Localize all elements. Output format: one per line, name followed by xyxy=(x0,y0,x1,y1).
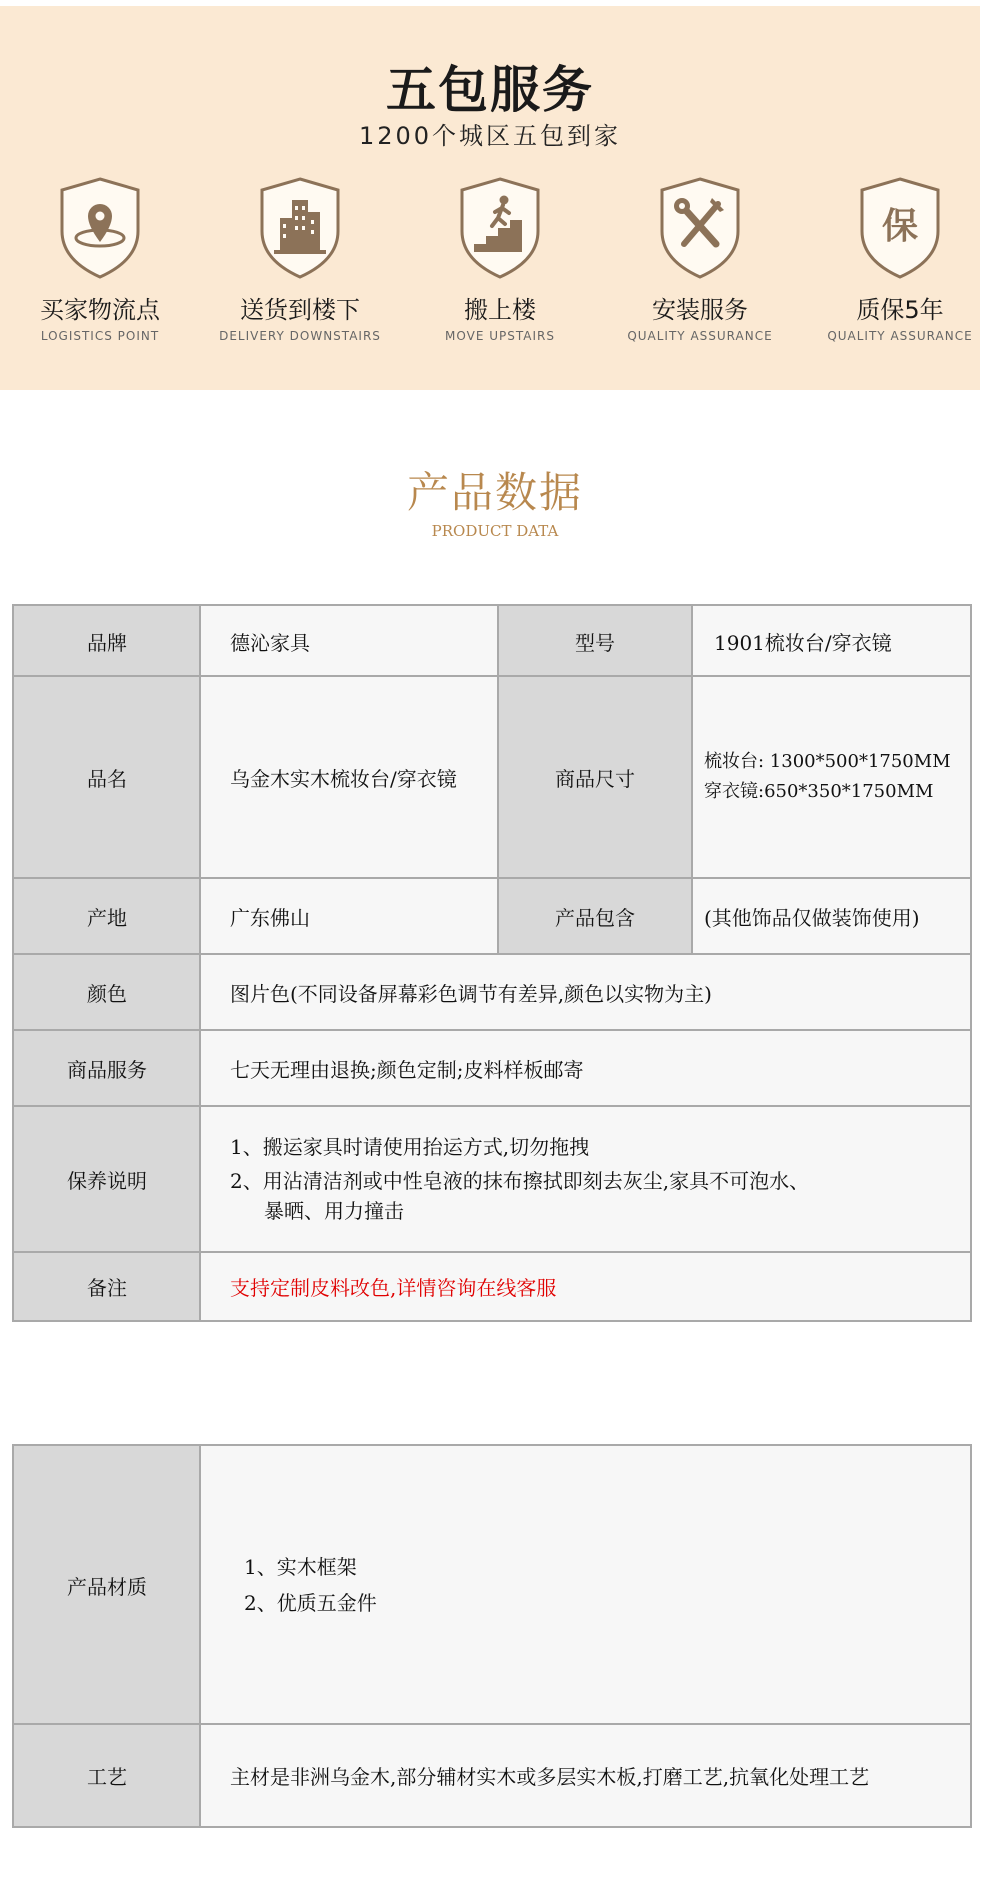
svg-text:保: 保 xyxy=(881,206,919,247)
service-move-upstairs xyxy=(400,176,600,343)
stairs-climber-icon xyxy=(458,176,542,280)
service-warranty xyxy=(800,176,990,343)
brand-value: 德沁家具 xyxy=(200,606,498,676)
service-value: 七天无理由退换;颜色定制;皮料样板邮寄 xyxy=(200,1030,970,1106)
note-label: 备注 xyxy=(14,1252,200,1320)
tools-icon xyxy=(658,176,742,280)
service-sublabel: LOGISTICS POINT xyxy=(40,329,160,343)
care-value xyxy=(200,1106,970,1252)
column-divider xyxy=(199,1446,201,1826)
color-label: 颜色 xyxy=(14,954,200,1030)
includes-value: (其他饰品仅做装饰使用) xyxy=(692,878,970,954)
service-label: 安装服务 xyxy=(652,296,748,324)
row-divider xyxy=(14,877,970,879)
size-line-dresser: 梳妆台: 1300*500*1750MM xyxy=(704,751,951,772)
material-table xyxy=(12,1444,972,1828)
size-line-mirror: 穿衣镜:650*350*1750MM xyxy=(704,781,934,802)
service-label: 送货到楼下 xyxy=(240,296,360,324)
location-pin-icon xyxy=(58,176,142,280)
row-divider xyxy=(14,1105,970,1107)
banner-subtitle: 1200个城区五包到家 xyxy=(358,122,622,150)
origin-value: 广东佛山 xyxy=(200,878,498,954)
spec-table xyxy=(12,604,972,1322)
service-logistics-point xyxy=(0,176,200,343)
model-value: 1901梳妆台/穿衣镜 xyxy=(692,606,970,676)
brand-label: 品牌 xyxy=(14,606,200,676)
five-services-banner xyxy=(0,6,980,390)
includes-label: 产品包含 xyxy=(498,878,692,954)
service-label: 质保5年 xyxy=(856,296,944,324)
material-label: 产品材质 xyxy=(14,1446,200,1724)
origin-label: 产地 xyxy=(14,878,200,954)
craft-label: 工艺 xyxy=(14,1724,200,1826)
color-value: 图片色(不同设备屏幕彩色调节有差异,颜色以实物为主) xyxy=(200,954,970,1030)
row-divider xyxy=(14,953,970,955)
craft-value: 主材是非洲乌金木,部分辅材实木或多层实木板,打磨工艺,抗氧化处理工艺 xyxy=(200,1724,970,1826)
care-line-2: 2、用沾清洁剂或中性皂液的抹布擦拭即刻去灰尘,家具不可泡水、 xyxy=(230,1169,810,1193)
care-line-3: 暴晒、用力撞击 xyxy=(264,1199,404,1223)
service-sublabel: QUALITY ASSURANCE xyxy=(627,329,773,343)
service-installation xyxy=(600,176,800,343)
name-label: 品名 xyxy=(14,676,200,878)
row-divider xyxy=(14,1029,970,1031)
banner-title: 五包服务 xyxy=(386,61,594,119)
building-icon xyxy=(258,176,342,280)
model-label: 型号 xyxy=(498,606,692,676)
material-line-1: 1、实木框架 xyxy=(244,1555,357,1579)
service-label: 商品服务 xyxy=(14,1030,200,1106)
name-value: 乌金木实木梳妆台/穿衣镜 xyxy=(200,676,498,878)
size-value xyxy=(692,676,970,878)
material-line-2: 2、优质五金件 xyxy=(244,1591,377,1615)
service-label: 买家物流点 xyxy=(40,296,160,324)
column-divider xyxy=(497,606,499,954)
product-data-subtitle: PRODUCT DATA xyxy=(431,522,559,540)
row-divider xyxy=(14,1723,970,1725)
service-sublabel: MOVE UPSTAIRS xyxy=(445,329,555,343)
size-label: 商品尺寸 xyxy=(498,676,692,878)
service-sublabel: QUALITY ASSURANCE xyxy=(827,329,973,343)
product-data-title: 产品数据 xyxy=(406,468,583,517)
row-divider xyxy=(14,1251,970,1253)
service-label: 搬上楼 xyxy=(464,296,536,324)
service-sublabel: DELIVERY DOWNSTAIRS xyxy=(219,329,381,343)
care-line-1: 1、搬运家具时请使用抬运方式,切勿拖拽 xyxy=(230,1135,590,1159)
note-value: 支持定制皮料改色,详情咨询在线客服 xyxy=(200,1252,970,1320)
bao-seal-icon xyxy=(858,176,942,280)
service-delivery-downstairs xyxy=(200,176,400,343)
care-label: 保养说明 xyxy=(14,1106,200,1252)
material-value xyxy=(200,1446,970,1724)
column-divider xyxy=(691,606,693,954)
row-divider xyxy=(14,675,970,677)
column-divider xyxy=(199,606,201,1320)
